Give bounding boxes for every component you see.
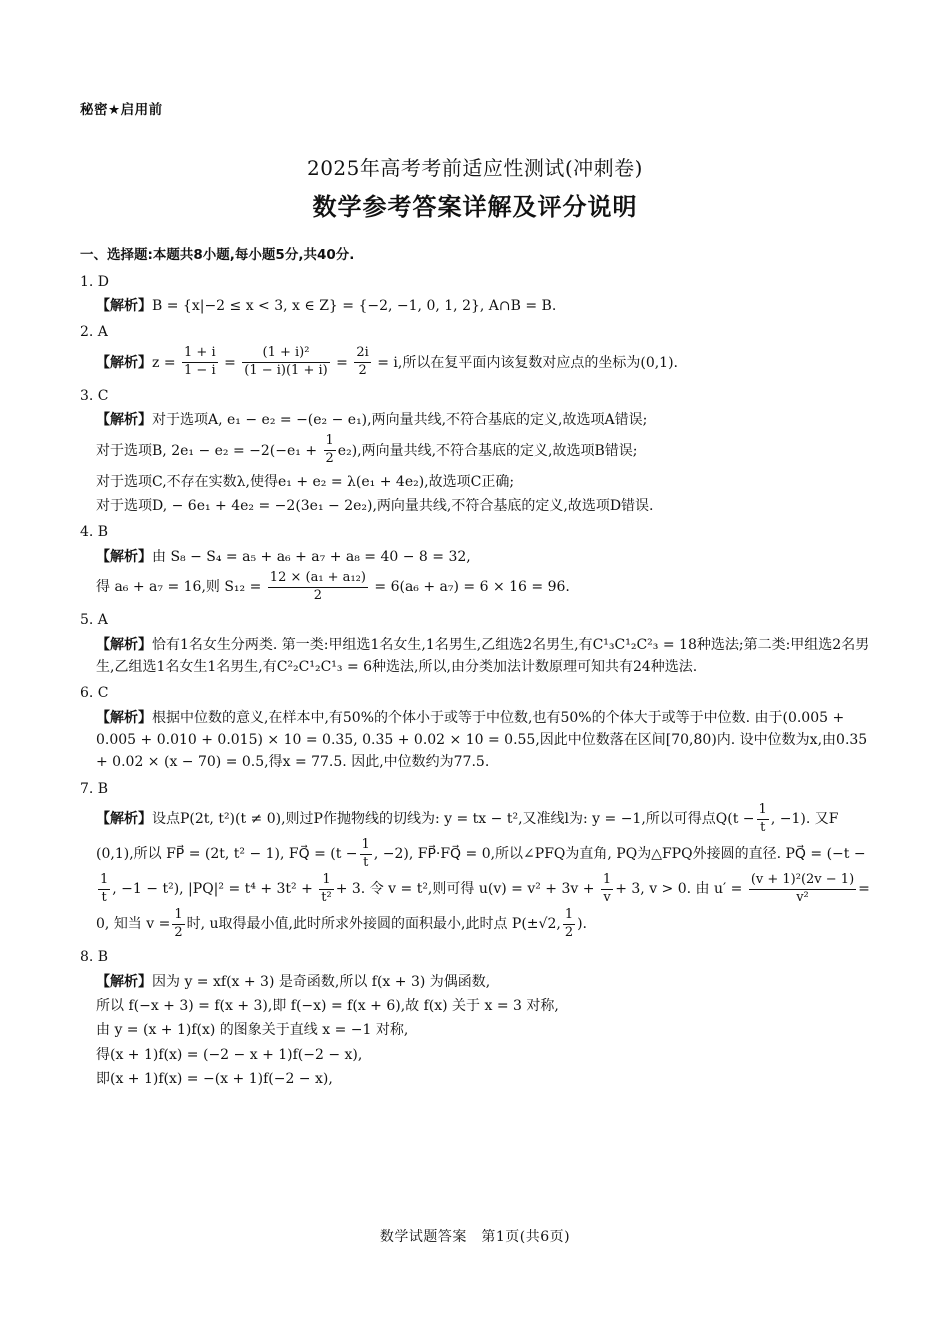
- math-text: = 0,: [96, 881, 870, 933]
- numerator: 1: [601, 873, 613, 890]
- fraction: [601, 873, 613, 906]
- numerator: 1: [319, 873, 333, 890]
- question-number: 7. B: [80, 780, 109, 797]
- analysis-text: 恰有1名女生分两类. 第一类:甲组选1名女生,1名男生,乙组选2名男生,有C¹₃C¹₂C²₃ = 18种选法;第二类:甲组选2名男生,乙组选1名女生1名男生,有C²₂C¹₂C¹₃ = 6种选法,所以,由分类加法计数原理可知共有24种选法.: [96, 636, 870, 675]
- question-number: 6. C: [80, 685, 109, 702]
- fraction: [354, 346, 370, 379]
- math-text: (−t −: [826, 846, 866, 863]
- fraction: [172, 908, 184, 941]
- math-text: = 6(a₆ + a₇) = 6 × 16 = 96.: [374, 579, 570, 596]
- question-number: 2. A: [80, 324, 108, 341]
- question-6: [80, 682, 873, 774]
- numerator: 1: [172, 908, 184, 925]
- denominator: 2: [325, 451, 334, 467]
- analysis-line: 对于选项A, e₁ − e₂ = −(e₂ − e₁),两向量共线,不符合基底的定义,故选项A错误;: [152, 412, 648, 429]
- denominator: 2: [174, 924, 183, 940]
- question-1: [80, 271, 873, 318]
- math-text: 对于选项B, 2e₁ − e₂ = −2(−e₁ +: [96, 442, 318, 459]
- denominator: (1 − i)(1 + i): [244, 363, 328, 379]
- numerator: 12 × (a₁ + a₁₂): [268, 571, 368, 588]
- denominator: t: [760, 819, 766, 835]
- math-text: ).: [577, 916, 588, 933]
- analysis: [96, 971, 873, 993]
- analysis: [96, 802, 873, 942]
- analysis-line-c: 由 y = (x + 1)f(x) 的图象关于直线 x = −1 对称,: [96, 1022, 409, 1039]
- denominator: 1 − i: [184, 363, 216, 379]
- fraction: [319, 873, 333, 906]
- analysis: [96, 295, 873, 317]
- fraction: [749, 873, 856, 906]
- question-number: 1. D: [80, 273, 110, 290]
- fraction: [360, 838, 372, 871]
- analysis-tag: 【解析】: [96, 354, 152, 371]
- numerator: 1: [563, 908, 575, 925]
- numerator: 1 + i: [182, 346, 218, 363]
- fraction: [563, 908, 575, 941]
- numerator: 1: [324, 434, 336, 451]
- analysis-text: 根据中位数的意义,在样本中,有50%的个体小于或等于中位数,也有50%的个体大于或等于中位数. 由于(0.005 + 0.005 + 0.010 + 0.015) × 10 = 0.35, 0.35 + 0.02 × 10 = 0.55,因此中位数落在区间[70,80)内. 设中位数为x,由0.35 + 0.02 × (x − 70) = 0.5,得x = 77.5. 因此,中位数约为77.5.: [96, 709, 868, 771]
- math-text: e₂),两向量共线,不符合基底的定义,故选项B错误;: [337, 442, 638, 459]
- question-5: [80, 609, 873, 678]
- question-number: 5. A: [80, 612, 108, 629]
- question-2: [80, 321, 873, 380]
- math-text: = i,所以在复平面内该复数对应点的坐标为(0,1).: [377, 354, 678, 371]
- math-text: 知当 v =: [113, 916, 171, 933]
- math-text: =: [224, 354, 236, 371]
- fraction: [182, 346, 218, 379]
- analysis-line-b: [96, 570, 873, 605]
- page-footer: 数学试题答案 第1页(共6页): [379, 1229, 571, 1245]
- numerator: 1: [98, 873, 110, 890]
- math-text: 时, u取得最小值,此时所求外接圆的面积最小,此时点 P(±√2,: [186, 916, 561, 933]
- math-text: 得 a₆ + a₇ = 16,则 S₁₂ =: [96, 579, 262, 596]
- question-3: [80, 385, 873, 518]
- numerator: 1: [360, 838, 372, 855]
- question-number: 8. B: [80, 949, 109, 966]
- fraction: [268, 571, 368, 604]
- denominator: t²: [321, 889, 332, 905]
- analysis: [96, 634, 873, 679]
- analysis-tag: 【解析】: [96, 548, 152, 565]
- analysis-line-d: 得(x + 1)f(x) = (−2 − x + 1)f(−2 − x),: [96, 1046, 363, 1063]
- question-number: 3. C: [80, 387, 109, 404]
- analysis: [96, 707, 873, 774]
- numerator: 1: [757, 803, 769, 820]
- math-text: =: [336, 354, 348, 371]
- analysis-tag: 【解析】: [96, 412, 152, 429]
- analysis-tag: 【解析】: [96, 811, 152, 828]
- document-title: 数学参考答案详解及评分说明: [312, 193, 638, 221]
- math-text: + 3, v > 0. 由 u′ =: [615, 881, 743, 898]
- denominator: t: [101, 889, 107, 905]
- confidential-mark: 秘密★启用前: [80, 102, 163, 118]
- denominator: 2: [358, 363, 367, 379]
- question-number: 4. B: [80, 524, 109, 541]
- denominator: 2: [313, 587, 322, 603]
- math-text: (0,1),所以 FP⃗ = (2t, t² − 1), FQ⃗ = (t −: [96, 846, 358, 863]
- analysis-text: B = {x|−2 ≤ x < 3, x ∈ Z} = {−2, −1, 0, 1, 2}, A∩B = B.: [152, 297, 557, 314]
- math-text: + 3. 令 v = t²,则可得 u(v) = v² + 3v +: [335, 881, 595, 898]
- analysis-line: 因为 y = xf(x + 3) 是奇函数,所以 f(x + 3) 为偶函数,: [152, 973, 491, 990]
- analysis-tag: 【解析】: [96, 709, 152, 726]
- answer-content: [80, 245, 873, 1091]
- analysis: [96, 546, 873, 568]
- denominator: v: [603, 889, 611, 905]
- analysis-tag: 【解析】: [96, 636, 152, 653]
- analysis-line-d: 对于选项D, − 6e₁ + 4e₂ = −2(3e₁ − 2e₂),两向量共线,不符合基底的定义,故选项D错误.: [96, 497, 654, 514]
- denominator: 2: [564, 924, 574, 940]
- fraction: [324, 434, 336, 467]
- numerator: 2i: [354, 346, 370, 363]
- analysis-tag: 【解析】: [96, 297, 152, 314]
- question-8: [80, 946, 873, 1090]
- numerator: (1 + i)²: [242, 346, 329, 363]
- analysis-tag: 【解析】: [96, 973, 152, 990]
- fraction: [242, 346, 329, 379]
- analysis-line-c: 对于选项C,不存在实数λ,使得e₁ + e₂ = λ(e₁ + 4e₂),故选项C正确;: [96, 473, 515, 490]
- denominator: t: [363, 854, 369, 870]
- fraction: [98, 873, 110, 906]
- section-heading: 一、选择题:本题共8小题,每小题5分,共40分.: [80, 247, 355, 263]
- denominator: v²: [796, 889, 809, 905]
- analysis-line-b: [96, 434, 873, 469]
- math-text: , −1 − t²), |PQ|² = t⁴ + 3t² +: [112, 881, 313, 898]
- math-text: , −2), FP⃗·FQ⃗ = 0,所以∠PFQ为直角, PQ为△FPQ外接圆的直径. PQ⃗ =: [373, 846, 823, 863]
- analysis-line-e: 即(x + 1)f(x) = −(x + 1)f(−2 − x),: [96, 1071, 333, 1088]
- numerator: (v + 1)²(2v − 1): [749, 873, 856, 890]
- math-text: z =: [152, 354, 176, 371]
- analysis: [96, 346, 873, 381]
- analysis: [96, 409, 873, 431]
- analysis-line: 由 S₈ − S₄ = a₅ + a₆ + a₇ + a₈ = 40 − 8 = 32,: [152, 548, 471, 565]
- exam-title: 2025年高考考前适应性测试(冲刺卷): [306, 156, 643, 180]
- question-4: [80, 521, 873, 605]
- math-text: 设点P(2t, t²)(t ≠ 0),则过P作抛物线的切线为: y = tx − t²,又准线l为: y = −1,所以可得点Q(t −: [152, 811, 755, 828]
- question-7: [80, 778, 873, 942]
- analysis-line-b: 所以 f(−x + 3) = f(x + 3),即 f(−x) = f(x + 6),故 f(x) 关于 x = 3 对称,: [96, 998, 559, 1015]
- fraction: [757, 803, 769, 836]
- math-text: , −1). 又F: [770, 811, 839, 828]
